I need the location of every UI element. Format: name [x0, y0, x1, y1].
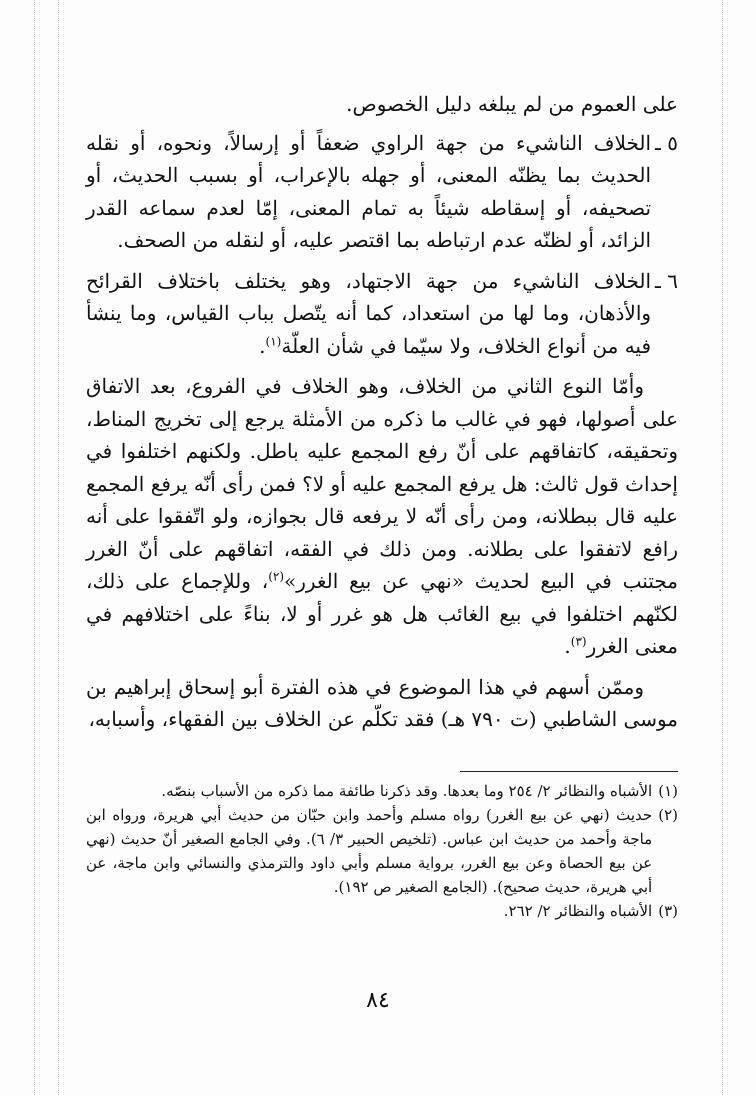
list-item-5: [86, 127, 678, 257]
footnote-1: (١) الأشباه والنظائر ٢/ ٢٥٤ وما بعدها. وقد ذكرنا طائفة مما ذكره من الأسباب بنصّه.: [161, 782, 678, 800]
footnote-ref[interactable]: (٣): [570, 634, 587, 649]
footnote-divider: [460, 771, 678, 772]
footnote-ref[interactable]: (٢): [268, 569, 285, 584]
scan-artifact-line: [722, 0, 723, 1095]
item-number: ٥ ـ: [655, 130, 678, 155]
item-text: الخلاف الناشيء من جهة الاجتهاد، وهو يختلف باختلاف القرائح والأذهان، وما لها من استعداد، كما أنه يتّصل بباب القياس، وما ينشأ فيه من أنواع الخلاف، ولا سيّما في شأن العلّة$^{(١)}$.: [86, 268, 652, 358]
footnote-3: (٣) الأشباه والنظائر ٢/ ٢٦٢.: [503, 902, 678, 920]
page-number: ٨٤: [366, 988, 390, 1013]
paragraph: وممّن أسهم في هذا الموضوع في هذه الفترة أبو إسحاق إبراهيم بن موسى الشاطبي (ت ٧٩٠ هـ) فقد تكلّم عن الخلاف بين الفقهاء، وأسبابه،: [86, 674, 678, 731]
item-text: الخلاف الناشيء من جهة الراوي ضعفاً أو إرسالاً، ونحوه، أو نقله الحديث بما يظنّه المعنى، أو جهله بالإعراب، أو بسبب الحديث، أو تصحيفه، أو إسقاطه شيئاً به تمام المعنى، إمّا لعدم سماعه القدر الزائد، أو لظنّه عدم ارتباطه بما اقتصر عليه، أو لنقله من الصحف.: [86, 130, 652, 252]
scan-artifact-line: [58, 0, 59, 1095]
list-item-6: [86, 265, 678, 363]
item-number: ٦ ـ: [655, 268, 678, 293]
footnote-ref[interactable]: (١): [265, 333, 282, 348]
footnote-2: (٢) حديث (نهي عن بيع الغرر) رواه مسلم وأحمد وابن حبّان من حديث أبي هريرة، ورواه ابن ماجة وأحمد من حديث ابن عباس. (تلخيص الحبير ٣/ ٦). وفي الجامع الصغير أنّ حديث (نهي عن بيع الحصاة وعن بيع الغرر، برواية مسلم وأبي داود والترمذي والنسائي وابن ماجة، عن أبي هريرة، حديث صحيح). (الجامع الصغير ص ١٩٢).: [86, 806, 678, 896]
scan-artifact-line: [34, 0, 35, 1095]
continuation-line: على العموم من لم يبلغه دليل الخصوص.: [346, 92, 678, 116]
footnotes: [86, 779, 678, 923]
paragraph: وأمّا النوع الثاني من الخلاف، وهو الخلاف في الفروع، بعد الاتفاق على أصولها، فهو في غالب ما ذكره من الأمثلة يرجع إلى تخريج المناط، وتحقيقه، كاتفاقهم على أنّ رفع المجمع عليه باطل. ولكنهم اختلفوا في إحداث قول ثالث: هل يرفع المجمع عليه أو لا؟ فمن رأى أنّه يرفع المجمع عليه قال ببطلانه، ومن رأى أنّه لا يرفعه قال بجوازه، ولو اتّفقوا على أنه رافع لاتفقوا على بطلانه. ومن ذلك في الفقه، اتفاقهم على أنّ الغرر مجتنب في البيع لحديث «نهي عن بيع الغرر»$^{(٢)}$، وللإجماع على ذلك، لكنّهم اختلفوا في بيع الغائب هل هو غرر أو لا، بناءً على اختلافهم في معنى الغرر$^{(٣)}$.: [86, 374, 678, 658]
main-text: [86, 88, 678, 736]
